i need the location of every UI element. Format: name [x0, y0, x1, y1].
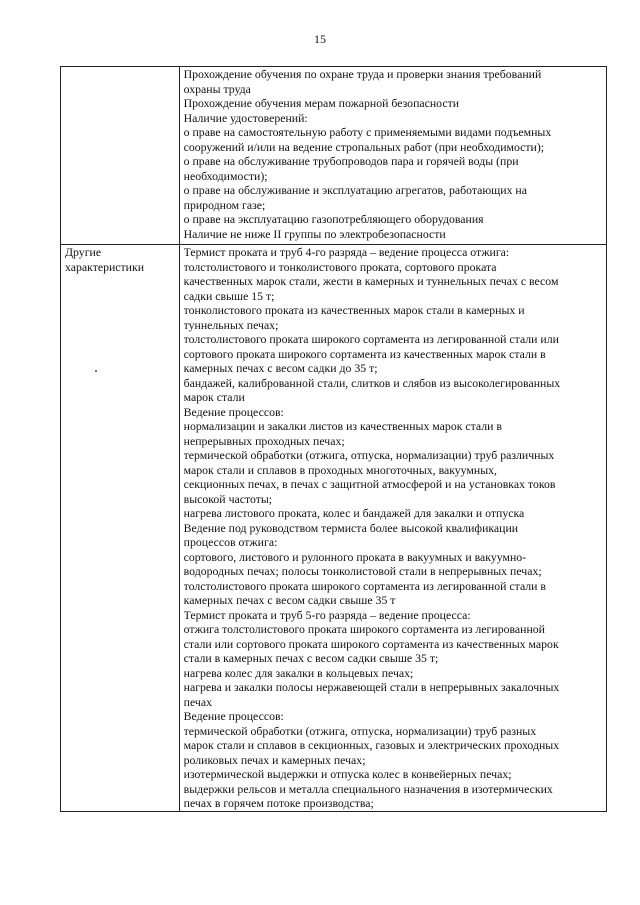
page-number: 15 [314, 32, 326, 46]
text-line: термической обработки (отжига, отпуска, нормализации) труб различных [183, 448, 555, 462]
row-label-line: характеристики [65, 259, 145, 274]
text-line: природном газе; [183, 197, 266, 212]
text-line: Ведение процессов: [183, 709, 284, 723]
text-line: печах [183, 694, 212, 709]
text-line: Прохождение обучения по охране труда и проверки знания требований [183, 67, 542, 81]
text-line: камерных печах с весом садки до 35 т; [183, 361, 378, 375]
text-line: о праве на эксплуатацию газопотребляющего оборудования [183, 212, 484, 226]
text-line: высокой частоты; [183, 491, 273, 506]
text-line: секционных печах, в печах с защитной атмосферой и на установках токов [183, 477, 556, 491]
text-line: толстолистового проката широкого сортамента из легированной стали в [183, 578, 546, 593]
text-line: необходимости); [183, 168, 268, 183]
text-line: туннельных печах; [183, 317, 279, 332]
text-line: отжига толстолистового проката широкого сортамента из легированной [183, 622, 545, 636]
text-line: о праве на обслуживание и эксплуатацию агрегатов, работающих на [183, 183, 527, 197]
text-line: изотермической выдержки и отпуска колес в конвейерных печах; [183, 767, 512, 781]
text-line: Термист проката и труб 5-го разряда – ведение процесса: [183, 607, 471, 622]
row-text-cell [179, 67, 606, 245]
text-line: камерных печах с весом садки свыше 35 т [183, 593, 396, 607]
text-line: тонколистового проката из качественных марок стали в камерных и [183, 303, 525, 317]
text-line: марок стали и сплавов в секционных, газовых и электрических проходных [183, 738, 560, 752]
text-line: непрерывных проходных печах; [183, 433, 345, 448]
text-line: о праве на обслуживание трубопроводов пара и горячей воды (при [183, 154, 519, 168]
text-line: бандажей, калиброванной стали, слитков и слябов из высоколегированных [183, 375, 561, 390]
text-line: нагрева и закалки полосы нержавеющей стали в непрерывных закалочных [183, 680, 560, 694]
requirements-table [60, 66, 607, 812]
text-line: выдержки рельсов и металла специального назначения в изотермических [183, 781, 553, 796]
text-line: сортового, листового и рулонного проката в вакуумных и вакуумно- [183, 549, 527, 564]
text-line: нормализации и закалки листов из качественных марок стали в [183, 419, 502, 433]
row-label-cell [61, 67, 180, 245]
text-line: процессов отжига: [183, 535, 278, 549]
text-line: стали или сортового проката широкого сортамента из качественных марок [183, 636, 559, 651]
text-line: толстолистового и тонколистового проката, сортового проката [183, 259, 497, 274]
row-label-line: Другие [65, 245, 102, 259]
row-text-cell [179, 245, 606, 812]
text-line: Ведение процессов: [183, 404, 284, 419]
text-line: термической обработки (отжига, отпуска, нормализации) труб разных [183, 723, 537, 738]
text-line: сооружений и/или на ведение стропальных работ (при необходимости); [183, 139, 545, 154]
table-row [61, 67, 607, 245]
table-row [61, 245, 607, 812]
text-line: сортового проката широкого сортамента из качественных марок стали в [183, 346, 546, 361]
text-line: садки свыше 15 т; [183, 288, 275, 303]
row-label-cell [61, 245, 180, 812]
text-line: нагрева листового проката, колес и бандажей для закалки и отпуска [183, 506, 525, 520]
text-line: Ведение под руководством термиста более высокой квалификации [183, 520, 519, 535]
text-line: Термист проката и труб 4-го разряда – ведение процесса отжига: [183, 245, 510, 259]
text-line: Прохождение обучения мерам пожарной безопасности [183, 96, 460, 110]
text-line: марок стали и сплавов в проходных многоточных, вакуумных, [183, 462, 497, 477]
text-line: стали в камерных печах с весом садки свыше 35 т; [183, 651, 439, 665]
text-line: печах в горячем потоке производства; [183, 796, 374, 810]
text-line: марок стали [183, 390, 245, 404]
text-line: роликовых печах и камерных печах; [183, 752, 366, 767]
text-line: Наличие не ниже II группы по электробезопасности [183, 226, 446, 241]
text-line: качественных марок стали, жести в камерных и туннельных печах с весом [183, 274, 559, 288]
stray-mark [95, 370, 97, 372]
text-line: нагрева колес для закалки в кольцевых печах; [183, 665, 414, 680]
text-line: охраны труда [183, 81, 251, 96]
text-line: толстолистового проката широкого сортамента из легированной стали или [183, 332, 559, 346]
text-line: о праве на самостоятельную работу с применяемыми видами подъемных [183, 125, 552, 139]
text-line: Наличие удостоверений: [183, 110, 308, 125]
text-line: водородных печах; полосы тонколистовой стали в непрерывных печах; [183, 564, 542, 578]
